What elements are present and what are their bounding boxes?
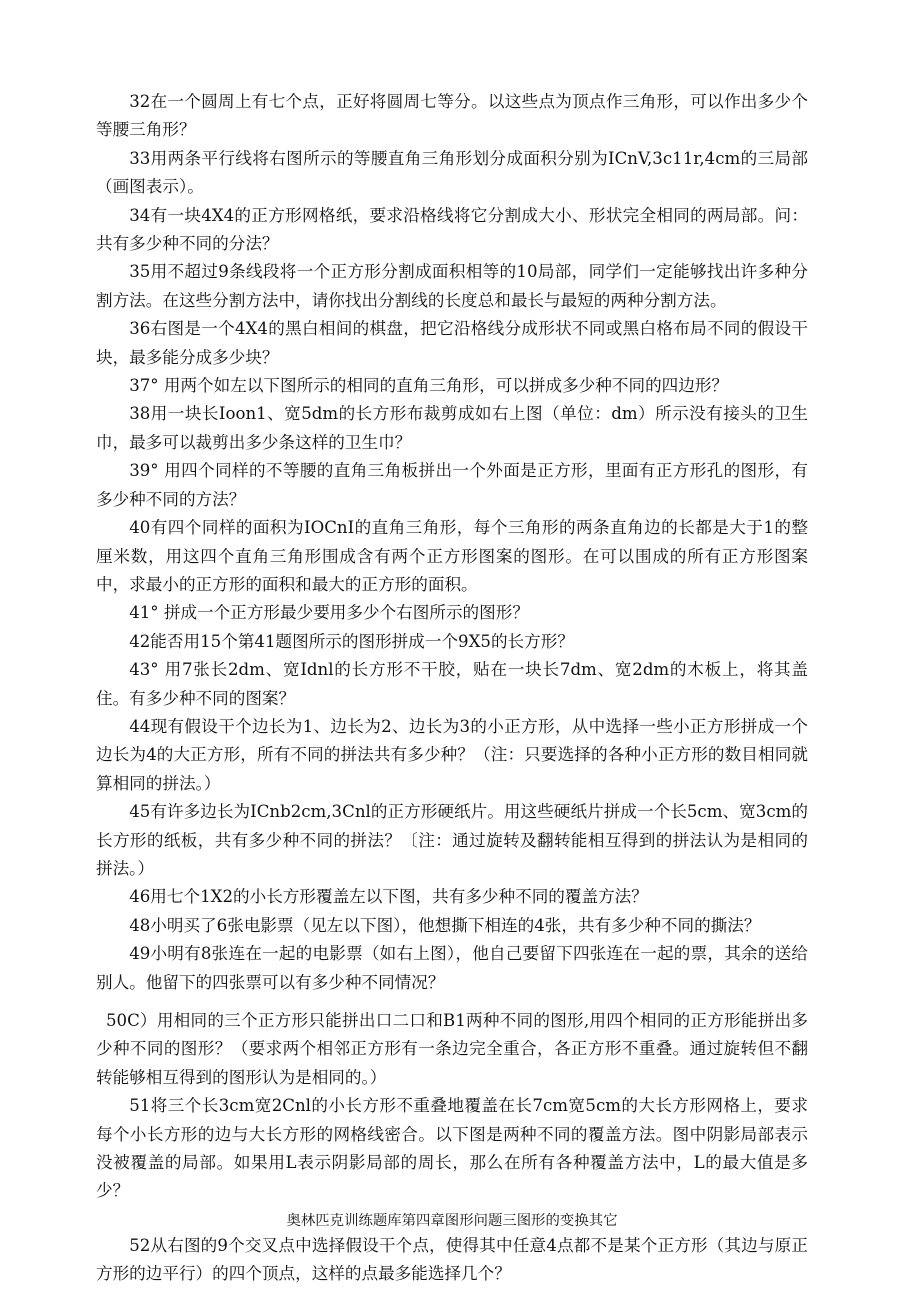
problem-44: 44现有假设干个边长为1、边长为2、边长为3的小正方形，从中选择一些小正方形拼成一个边长为4的大正方形，所有不同的拼法共有多少种？（注：只要选择的各种小正方形的数目相同就算相同的拼法。） <box>96 716 808 793</box>
problem-37: 37° 用两个如左以下图所示的相同的直角三角形，可以拼成多少种不同的四边形？ <box>129 376 729 396</box>
problem-40: 40有四个同样的面积为IOCnI的直角三角形，每个三角形的两条直角边的长都是大于1的整厘米数，用这四个直角三角形围成含有两个正方形图案的图形。在可以围成的所有正方形图案中，求最小的正方形的面积和最大的正方形的面积。 <box>96 518 808 594</box>
problem-32: 32在一个圆周上有七个点，正好将圆周七等分。以这些点为顶点作三角形，可以作出多少个等腰三角形？ <box>96 92 808 140</box>
problem-45: 45有许多边长为ICnb2cm,3Cnl的正方形硬纸片。用这些硬纸片拼成一个长5cm、宽3cm的长方形的纸板，共有多少种不同的拼法？〔注：通过旋转及翻转能相互得到的拼法认为是相同的拼法。） <box>96 802 808 878</box>
problem-34: 34有一块4X4的正方形网格纸，要求沿格线将它分割成大小、形状完全相同的两局部。问：共有多少种不同的分法？ <box>96 205 808 254</box>
problem-49: 49小明有8张连在一起的电影票（如右上图），他自己要留下四张连在一起的票，其余的送给别人。他留下的四张票可以有多少种不同情况？ <box>96 944 808 992</box>
problem-50: 50C）用相同的三个正方形只能拼出口二口和B1两种不同的图形,用四个相同的正方形能拼出多少种不同的图形？（要求两个相邻正方形有一条边完全重合，各正方形不重叠。通过旋转但不翻转能够相互得到的图形认为是相同的。） <box>96 1011 808 1087</box>
section-heading: 奥林匹克训练题库第四章图形问题三图形的变换其它 <box>286 1212 618 1229</box>
problem-38: 38用一块长Ioon1、宽5dm的长方形布裁剪成如右上图（单位：dm）所示没有接头的卫生巾，最多可以裁剪出多少条这样的卫生巾？ <box>96 404 808 452</box>
problem-48: 48小明买了6张电影票（见左以下图），他想撕下相连的4张，共有多少种不同的撕法？ <box>129 915 761 935</box>
problem-43: 43° 用7张长2dm、宽Idnl的长方形不干胶，贴在一块长7dm、宽2dm的木板上，将其盖住。有多少种不同的图案？ <box>96 660 808 708</box>
problem-36: 36右图是一个4X4的黑白相间的棋盘，把它沿格线分成形状不同或黑白格布局不同的假设干块，最多能分成多少块？ <box>96 319 808 367</box>
problem-33: 33用两条平行线将右图所示的等腰直角三角形划分成面积分别为ICnV,3c11r,4cm的三局部（画图表示）。 <box>96 148 808 197</box>
document-page <box>96 88 808 1289</box>
problem-51: 51将三个长3cm宽2Cnl的小长方形不重叠地覆盖在长7cm宽5cm的大长方形网格上，要求每个小长方形的边与大长方形的网格线密合。以下图是两种不同的覆盖方法。图中阴影局部表示没被覆盖的局部。如果用L表示阴影局部的周长，那么在所有各种覆盖方法中，L的最大值是多少？ <box>96 1096 808 1201</box>
problem-41: 41° 拼成一个正方形最少要用多少个右图所示的图形？ <box>129 603 529 623</box>
problem-39: 39° 用四个同样的不等腰的直角三角板拼出一个外面是正方形，里面有正方形孔的图形，有多少种不同的方法？ <box>96 461 808 509</box>
problem-42: 42能否用15个第41题图所示的图形拼成一个9X5的长方形？ <box>129 631 574 651</box>
problem-35: 35用不超过9条线段将一个正方形分割成面积相等的10局部，同学们一定能够找出许多种分割方法。在这些分割方法中，请你找出分割线的长度总和最长与最短的两种分割方法。 <box>96 262 808 310</box>
problem-46: 46用七个1X2的小长方形覆盖左以下图，共有多少种不同的覆盖方法？ <box>129 887 648 907</box>
problem-52: 52从右图的9个交叉点中选择假设干个点，使得其中任意4点都不是某个正方形（其边与原正方形的边平行）的四个顶点，这样的点最多能选择几个？ <box>96 1235 808 1284</box>
